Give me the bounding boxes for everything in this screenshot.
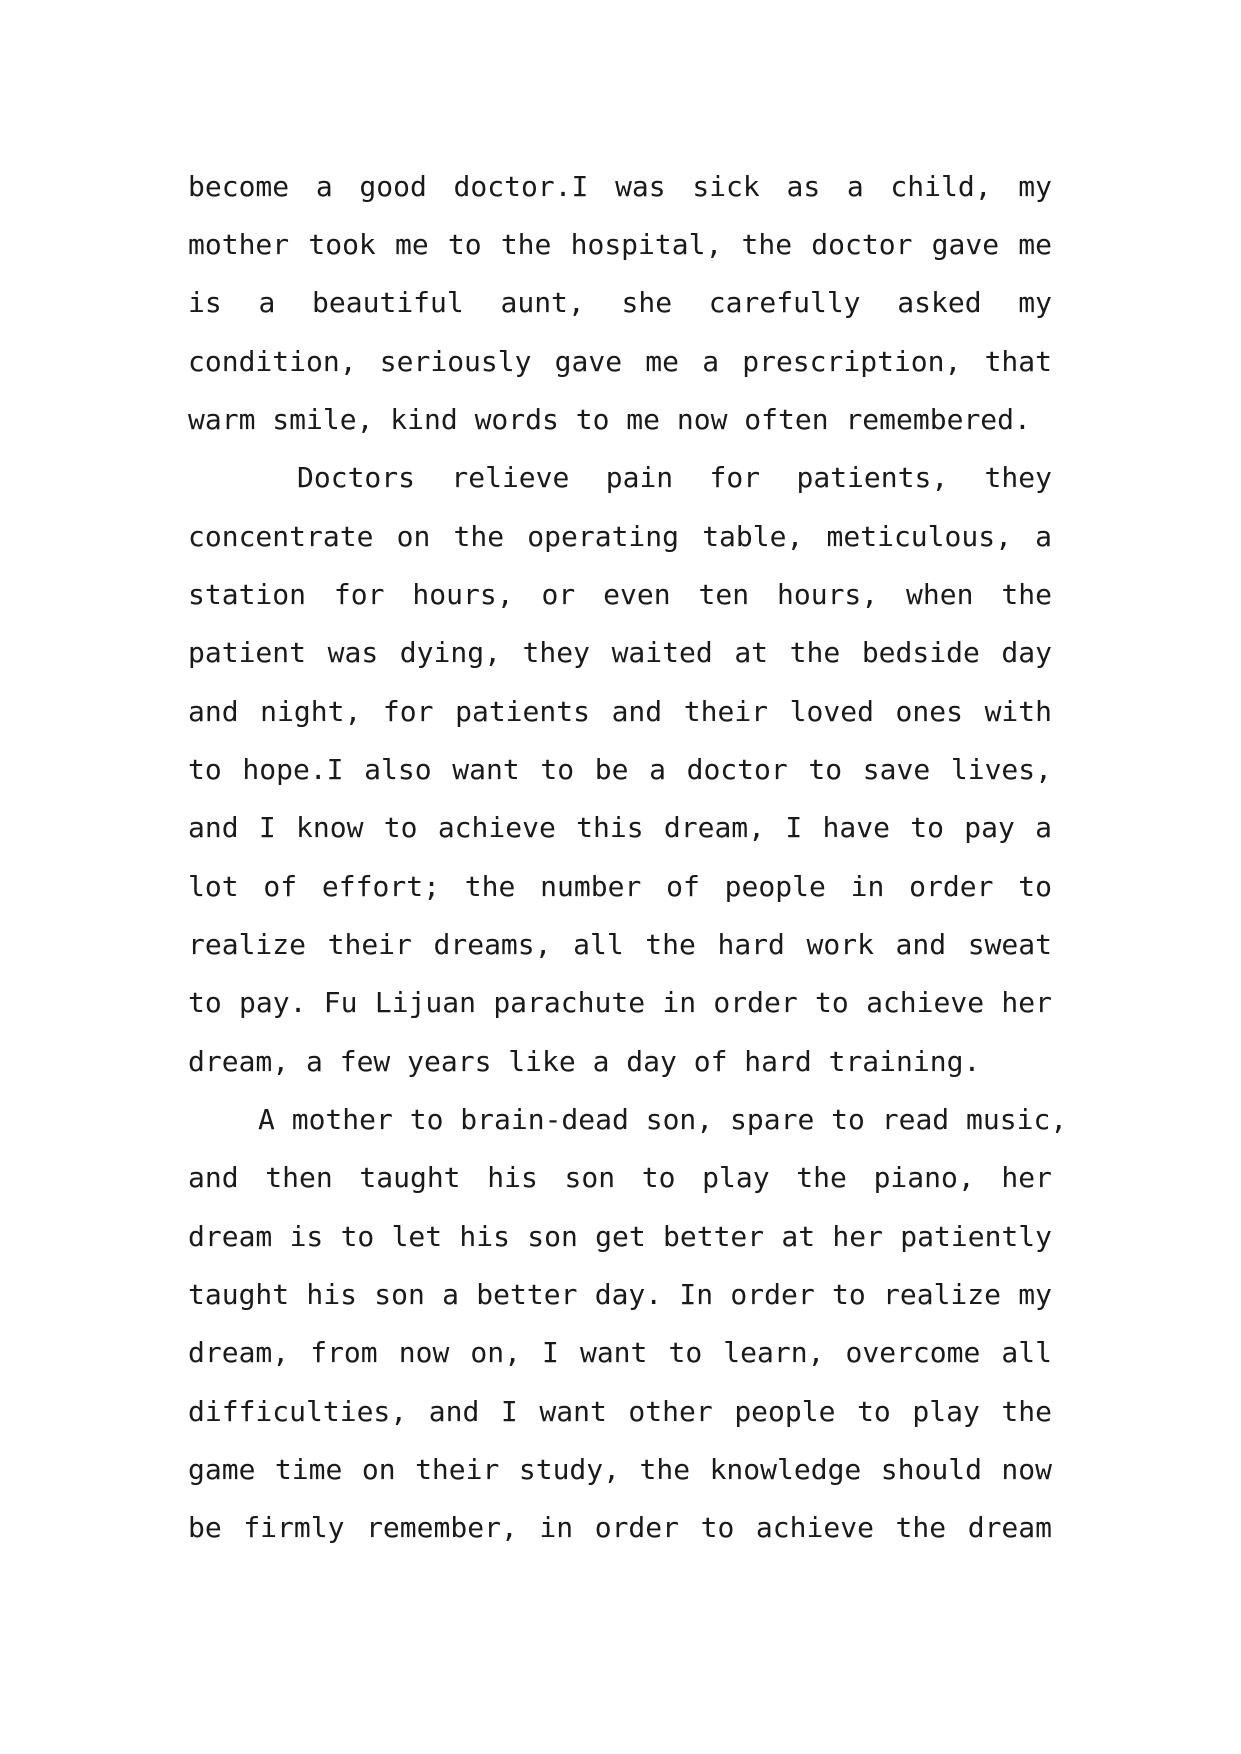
text-line: become a good doctor.I was sick as a child, my (188, 170, 1052, 203)
text-line: to hope.I also want to be a doctor to save lives, (188, 753, 1052, 786)
text-line: patient was dying, they waited at the bedside day (188, 636, 1052, 669)
text-line: dream, a few years like a day of hard training. (188, 1045, 981, 1078)
text-line: to pay. Fu Lijuan parachute in order to achieve her (188, 986, 1052, 1019)
text-line: dream, from now on, I want to learn, overcome all (188, 1336, 1052, 1369)
text-line: game time on their study, the knowledge should now (188, 1453, 1052, 1486)
text-line: realize their dreams, all the hard work and sweat (188, 928, 1052, 961)
text-line: is a beautiful aunt, she carefully asked my (188, 286, 1052, 319)
text-line: concentrate on the operating table, meticulous, a (188, 520, 1052, 553)
text-line: and I know to achieve this dream, I have to pay a (188, 811, 1052, 844)
text-line: lot of effort; the number of people in order to (188, 870, 1052, 903)
text-line: and then taught his son to play the piano, her (188, 1161, 1052, 1194)
text-line: condition, seriously gave me a prescription, that (188, 345, 1052, 378)
text-line: dream is to let his son get better at her patiently (188, 1220, 1052, 1253)
text-line: be firmly remember, in order to achieve the dream (188, 1511, 1052, 1544)
paragraph-first-line: A mother to brain-dead son, spare to read music, (258, 1103, 1068, 1136)
text-line: warm smile, kind words to me now often remembered. (188, 403, 1031, 436)
paragraph-first-line: Doctors relieve pain for patients, they (297, 461, 1052, 494)
text-line: difficulties, and I want other people to play the (188, 1395, 1052, 1428)
text-line: taught his son a better day. In order to realize my (188, 1278, 1052, 1311)
text-line: and night, for patients and their loved ones with (188, 695, 1052, 728)
text-line: station for hours, or even ten hours, when the (188, 578, 1052, 611)
text-line: mother took me to the hospital, the doctor gave me (188, 228, 1052, 261)
